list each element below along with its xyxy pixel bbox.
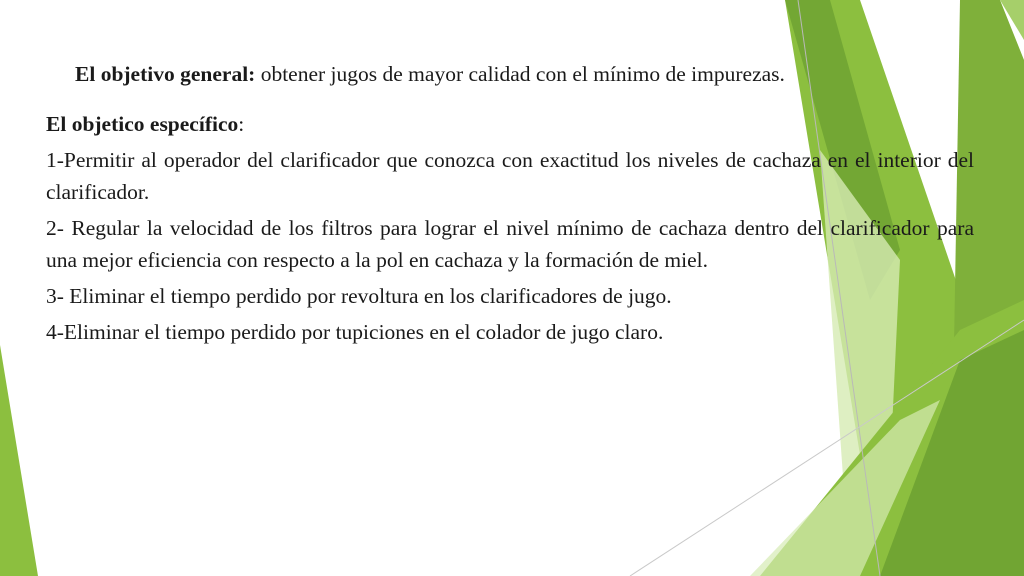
- objective-item-1: 1-Permitir al operador del clarificador que conozca con exactitud los niveles de cachaza en el interior del clarificador.: [46, 148, 974, 204]
- objective-item-3: 3- Eliminar el tiempo perdido por revoltura en los clarificadores de jugo.: [46, 284, 672, 308]
- general-objective-label: El objetivo general:: [75, 62, 256, 86]
- specific-objective-heading: [46, 108, 974, 140]
- specific-objective-colon: :: [238, 112, 245, 136]
- general-objective-text: obtener jugos de mayor calidad con el mínimo de impurezas.: [255, 62, 785, 86]
- objective-item-4: 4-Eliminar el tiempo perdido por tupiciones en el colador de jugo claro.: [46, 320, 664, 344]
- facet-left: [0, 345, 38, 576]
- general-objective: [46, 58, 974, 90]
- specific-objective-label: El objetico específico: [46, 112, 239, 136]
- objective-item-2: 2- Regular la velocidad de los filtros para lograr el nivel mínimo de cachaza dentro del clarificador para una mejor eficiencia con respecto a la pol en cachaza y la formación de miel.: [46, 216, 974, 272]
- slide-content: [46, 58, 974, 352]
